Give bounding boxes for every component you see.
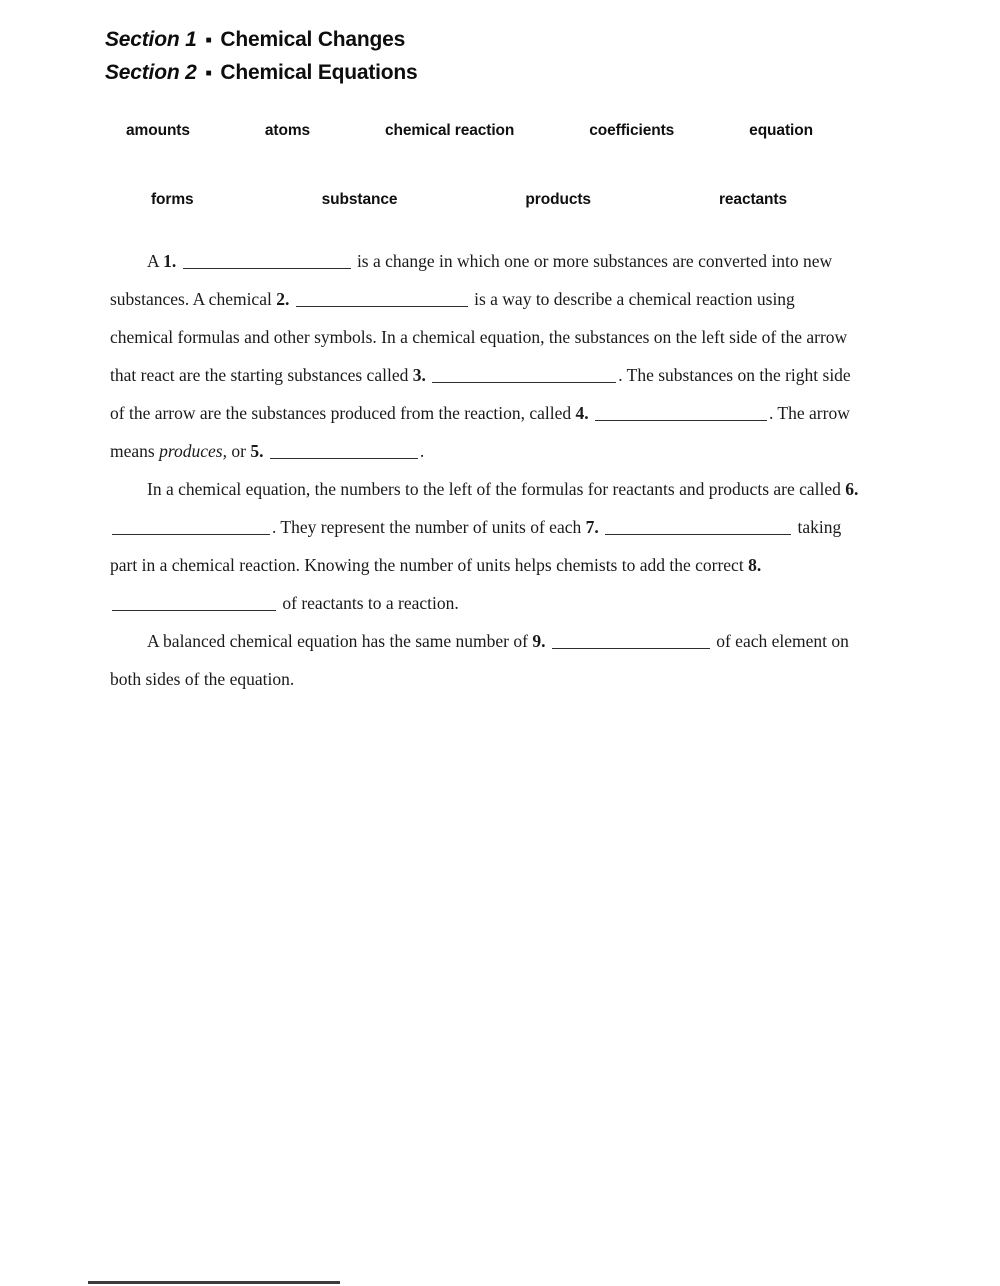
section-2-title: Chemical Equations (220, 61, 418, 84)
body-text: taking part in a chemical reaction. Knowing the number of units helps chemists to add the correct (110, 517, 842, 575)
paragraph-3 (110, 622, 862, 698)
blank-number: 6. (845, 479, 859, 499)
body-text: . (419, 441, 425, 461)
blank-number: 4. (575, 403, 593, 423)
word-bank-term: chemical reaction (385, 122, 515, 139)
answer-blank-7 (605, 522, 791, 535)
blank-number: 3. (412, 365, 431, 385)
answer-blank-1 (183, 256, 351, 269)
body-text: is a way to describe a chemical reaction using chemical formulas and other symbols. In a chemical equation, the substances on the left side of the arrow that react are the starting substances called (110, 289, 848, 385)
answer-blank-3 (432, 370, 616, 383)
section-1-title: Chemical Changes (220, 28, 406, 51)
body-text: of reactants to a reaction. (278, 593, 459, 613)
blank-number: 7. (585, 517, 604, 537)
body-text: In a chemical equation, the numbers to the left of the formulas for reactants and products are called (147, 479, 846, 499)
scan-artifact-line (88, 1281, 340, 1284)
blank-number: 1. (163, 251, 181, 271)
word-bank-row-2 (151, 191, 787, 209)
italic-text: produces, (159, 441, 227, 461)
body-text: is a change in which one or more substances are converted into new substances. A chemical (110, 251, 833, 309)
body-text: of each element on both sides of the equation. (110, 631, 849, 689)
answer-blank-9 (552, 636, 710, 649)
word-bank-term: equation (749, 122, 813, 139)
square-bullet-icon: ■ (205, 68, 212, 79)
word-bank-term: products (525, 191, 591, 208)
paragraph-2 (110, 470, 862, 622)
body-text: . They represent the number of units of each (272, 517, 586, 537)
word-bank-term: substance (321, 191, 398, 208)
body-text: A balanced chemical equation has the same number of (147, 631, 533, 651)
section-heading-1 (105, 24, 418, 57)
word-bank (0, 122, 1000, 209)
answer-blank-4 (595, 408, 767, 421)
blank-number: 8. (748, 555, 762, 575)
body-text: or (226, 441, 251, 461)
body-text: . The arrow means (110, 403, 850, 461)
word-bank-term: coefficients (589, 122, 675, 139)
answer-blank-2 (296, 294, 468, 307)
blank-number: 2. (276, 289, 294, 309)
worksheet-header (105, 24, 418, 90)
answer-blank-8 (112, 598, 276, 611)
section-1-label: Section 1 (105, 28, 197, 51)
blank-number: 5. (250, 441, 268, 461)
blank-number: 9. (532, 631, 550, 651)
word-bank-row-1 (126, 122, 813, 140)
worksheet-body (110, 242, 862, 698)
word-bank-term: reactants (718, 191, 787, 208)
body-text: . The substances on the right side of the arrow are the substances produced from the reaction, called (110, 365, 851, 423)
body-text: A (147, 251, 164, 271)
answer-blank-6 (112, 522, 270, 535)
word-bank-term: atoms (264, 122, 311, 139)
square-bullet-icon: ■ (205, 35, 212, 46)
word-bank-term: amounts (126, 122, 190, 139)
section-heading-2 (105, 57, 418, 90)
word-bank-term: forms (151, 191, 194, 208)
section-2-label: Section 2 (105, 61, 197, 84)
answer-blank-5 (270, 446, 418, 459)
paragraph-1 (110, 242, 862, 470)
